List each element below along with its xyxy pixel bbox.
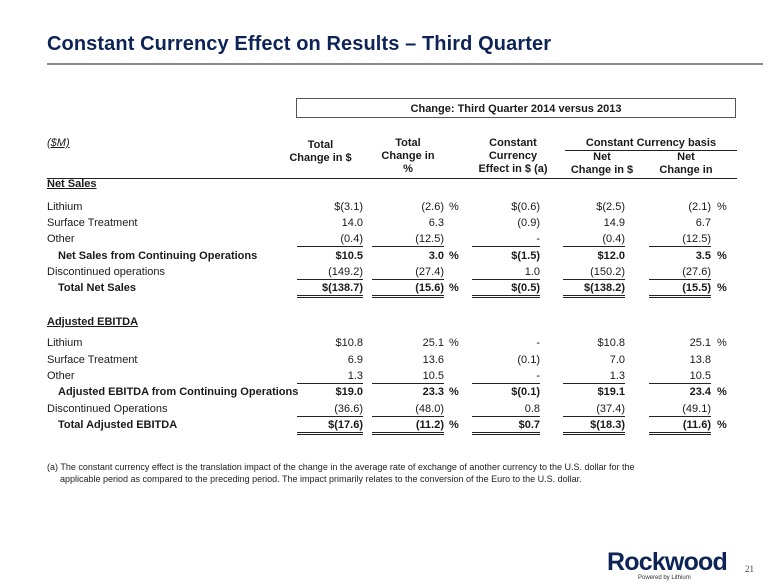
table-cell: 23.3 (422, 386, 444, 398)
total-double-rule (372, 432, 444, 435)
table-row (47, 369, 737, 383)
table-cell: 23.4 (689, 386, 711, 398)
table-row (47, 232, 737, 246)
subtotal-rule (297, 279, 363, 280)
subtotal-rule (649, 246, 711, 247)
section-title: Adjusted EBITDA (47, 316, 139, 328)
table-cell: (150.2) (590, 266, 625, 278)
table-cell: 10.5 (422, 370, 444, 382)
table-cell: % (449, 337, 459, 349)
subtotal-rule (297, 416, 363, 417)
table-cell: 25.1 (422, 337, 444, 349)
table-cell: (0.4) (602, 233, 625, 245)
table-cell: (0.1) (517, 354, 540, 366)
row-label: Lithium (47, 337, 83, 349)
table-cell: $10.5 (335, 250, 363, 262)
total-double-rule (563, 295, 625, 298)
table-cell: 13.8 (689, 354, 711, 366)
table-cell: (0.4) (340, 233, 363, 245)
page-number: 21 (745, 564, 754, 574)
table-cell: 14.9 (603, 217, 625, 229)
table-cell: - (536, 233, 540, 245)
table-cell: $(0.6) (511, 201, 540, 213)
table-cell: (2.1) (688, 201, 711, 213)
subtotal-rule (649, 416, 711, 417)
section-title: Net Sales (47, 178, 97, 190)
header-total-change-pct: Total Change in % (381, 137, 435, 175)
subtotal-rule (472, 383, 540, 384)
total-double-rule (297, 432, 363, 435)
table-cell: (48.0) (415, 403, 444, 415)
page-title: Constant Currency Effect on Results – Third Quarter (47, 33, 552, 55)
subtotal-rule (372, 383, 444, 384)
header-net-change-pct: Net Change in (659, 151, 713, 176)
header-constant-effect: Constant Currency Effect in $ (a) (478, 137, 548, 175)
subtotal-rule (297, 246, 363, 247)
table-cell: - (536, 370, 540, 382)
subtotal-rule (649, 383, 711, 384)
total-double-rule (472, 295, 540, 298)
table-cell: % (717, 201, 727, 213)
title-divider (47, 63, 763, 65)
table-row (47, 385, 737, 399)
table-cell: % (449, 201, 459, 213)
table-cell: (37.4) (596, 403, 625, 415)
table-cell: $(0.1) (511, 386, 540, 398)
subtotal-rule (372, 279, 444, 280)
table-row (47, 402, 737, 416)
table-cell: 1.0 (524, 266, 540, 278)
subtotal-rule (472, 416, 540, 417)
subtotal-rule (563, 416, 625, 417)
company-logo: Rockwood Powered by Lithium (607, 548, 727, 581)
table-cell: % (449, 250, 459, 262)
header-total-change: Total Change in $ (289, 139, 352, 164)
total-double-rule (563, 432, 625, 435)
table-row (47, 281, 737, 295)
table-cell: 25.1 (689, 337, 711, 349)
table-cell: 7.0 (609, 354, 625, 366)
table-cell: 6.7 (695, 217, 711, 229)
row-label: Surface Treatment (47, 217, 138, 229)
table-cell: % (449, 386, 459, 398)
unit-label: ($M) (47, 137, 70, 149)
table-cell: 6.9 (347, 354, 363, 366)
table-cell: (36.6) (334, 403, 363, 415)
table-cell: (27.6) (682, 266, 711, 278)
table-cell: (11.6) (682, 419, 711, 431)
subtotal-rule (563, 383, 625, 384)
table-cell: $(138.7) (322, 282, 363, 294)
table-cell: $12.0 (597, 250, 625, 262)
subtotal-rule (372, 246, 444, 247)
table-row (47, 418, 737, 432)
table-row (47, 353, 737, 367)
table-cell: % (449, 282, 459, 294)
table-cell: $(3.1) (334, 201, 363, 213)
row-label: Net Sales from Continuing Operations (58, 250, 258, 262)
table-cell: (27.4) (415, 266, 444, 278)
footnote: (a) The constant currency effect is the translation impact of the change in the average rate of exchange of another currency to the U.S. dollar for the applicable period as compared to the preceding period. The impact primarily relates to the conversion of the Euro to the U.S. dollar. (47, 462, 635, 484)
table-cell: $(0.5) (511, 282, 540, 294)
table-cell: (49.1) (682, 403, 711, 415)
subtotal-rule (472, 246, 540, 247)
table-cell: 14.0 (341, 217, 363, 229)
table-cell: $19.0 (335, 386, 363, 398)
table-cell: % (717, 250, 727, 262)
subtotal-rule (472, 279, 540, 280)
table-cell: 1.3 (347, 370, 363, 382)
row-label: Lithium (47, 201, 83, 213)
table-cell: (11.2) (415, 419, 444, 431)
table-cell: 3.5 (695, 250, 711, 262)
table-row (47, 200, 737, 214)
table-cell: $(138.2) (584, 282, 625, 294)
table-cell: $(2.5) (596, 201, 625, 213)
table-row (47, 249, 737, 263)
subtotal-rule (563, 279, 625, 280)
row-label: Surface Treatment (47, 354, 138, 366)
table-cell: (12.5) (415, 233, 444, 245)
table-cell: (12.5) (682, 233, 711, 245)
total-double-rule (372, 295, 444, 298)
table-cell: - (536, 337, 540, 349)
subtotal-rule (649, 279, 711, 280)
row-label: Other (47, 370, 75, 382)
table-cell: $19.1 (597, 386, 625, 398)
table-row (47, 265, 737, 279)
table-cell: 1.3 (609, 370, 625, 382)
table-cell: $10.8 (335, 337, 363, 349)
row-label: Total Net Sales (58, 282, 137, 294)
table-cell: $(1.5) (511, 250, 540, 262)
table-cell: % (717, 419, 727, 431)
row-label: Total Adjusted EBITDA (58, 419, 178, 431)
table-cell: (15.6) (415, 282, 444, 294)
row-label: Discontinued operations (47, 266, 166, 278)
header-net-change-usd: Net Change in $ (570, 151, 634, 176)
table-cell: 13.6 (422, 354, 444, 366)
table-cell: (149.2) (328, 266, 363, 278)
table-cell: 10.5 (689, 370, 711, 382)
table-row (47, 336, 737, 350)
table-cell: (0.9) (517, 217, 540, 229)
total-double-rule (649, 295, 711, 298)
table-cell: $0.7 (518, 419, 540, 431)
row-label: Discontinued Operations (47, 403, 168, 415)
table-cell: (15.5) (682, 282, 711, 294)
subtotal-rule (563, 246, 625, 247)
table-cell: % (717, 282, 727, 294)
table-cell: (2.6) (421, 201, 444, 213)
row-label: Other (47, 233, 75, 245)
row-label: Adjusted EBITDA from Continuing Operations (58, 386, 299, 398)
comparison-period-box: Change: Third Quarter 2014 versus 2013 (296, 98, 736, 118)
subtotal-rule (297, 383, 363, 384)
header-constant-basis: Constant Currency basis (565, 137, 737, 151)
total-double-rule (472, 432, 540, 435)
total-double-rule (297, 295, 363, 298)
table-cell: 6.3 (428, 217, 444, 229)
table-cell: % (449, 419, 459, 431)
table-cell: % (717, 337, 727, 349)
total-double-rule (649, 432, 711, 435)
table-cell: 0.8 (524, 403, 540, 415)
table-cell: $(18.3) (590, 419, 625, 431)
table-cell: $10.8 (597, 337, 625, 349)
table-cell: $(17.6) (328, 419, 363, 431)
table-cell: 3.0 (428, 250, 444, 262)
table-cell: % (717, 386, 727, 398)
subtotal-rule (372, 416, 444, 417)
table-row (47, 216, 737, 230)
header-rule (47, 178, 737, 179)
